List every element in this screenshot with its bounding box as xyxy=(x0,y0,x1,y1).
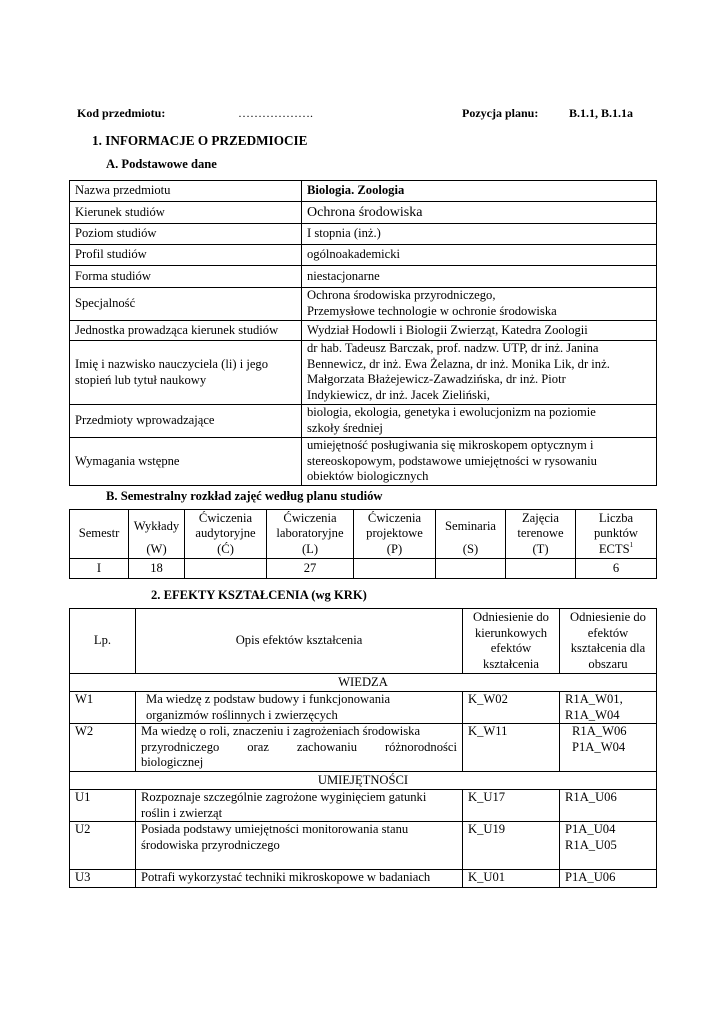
label-line: Imię i nazwisko nauczyciela (li) i jego xyxy=(75,357,269,371)
table-row xyxy=(70,288,657,321)
table-row xyxy=(70,341,657,405)
effect-lp: W1 xyxy=(70,692,136,724)
header-line: (Ć) xyxy=(217,541,234,556)
header-ects xyxy=(576,510,657,559)
effect-desc xyxy=(136,870,463,888)
obsz-line: P1A_U06 xyxy=(565,870,616,884)
obsz-line: R1A_W04 xyxy=(565,707,620,722)
section-b-title: B. Semestralny rozkład zajęć według planu studiów xyxy=(106,489,383,503)
header-semestr xyxy=(70,510,129,559)
effects-header-row xyxy=(70,609,657,674)
header-zajecia-terenowe xyxy=(506,510,576,559)
schedule-row xyxy=(70,559,657,579)
basic-value xyxy=(302,288,657,321)
header-seminaria xyxy=(436,510,506,559)
header-line: Zajęcia xyxy=(521,510,560,525)
table-row xyxy=(70,202,657,224)
header-line: projektowe xyxy=(366,526,423,541)
footnote-marker: 1 xyxy=(629,540,634,549)
table-row xyxy=(70,438,657,486)
table-row xyxy=(70,181,657,202)
effect-obsz xyxy=(560,822,657,870)
effect-obsz xyxy=(560,724,657,772)
kod-przedmiotu-label: Kod przedmiotu: xyxy=(77,106,166,120)
effect-kier: K_U17 xyxy=(463,790,560,822)
desc-line: biologicznej xyxy=(141,755,204,769)
group-row-umiejetnosci xyxy=(70,772,657,790)
basic-value: Biologia. Zoologia xyxy=(302,181,657,202)
header-cw-projektowe xyxy=(354,510,436,559)
kod-przedmiotu-value: ………………. xyxy=(238,106,313,120)
header-line: kierunkowych xyxy=(474,625,548,640)
basic-label: Jednostka prowadząca kierunek studiów xyxy=(70,321,302,341)
header-line: terenowe xyxy=(517,526,564,541)
section-a-title: A. Podstawowe dane xyxy=(106,157,217,171)
pozycja-planu-value: B.1.1, B.1.1a xyxy=(569,106,634,120)
basic-label xyxy=(70,341,302,405)
effect-obsz xyxy=(560,790,657,822)
basic-data-table xyxy=(69,180,657,486)
basic-label: Forma studiów xyxy=(70,266,302,288)
basic-label: Kierunek studiów xyxy=(70,202,302,224)
effect-kier: K_W11 xyxy=(463,724,560,772)
basic-label: Wymagania wstępne xyxy=(70,438,302,486)
basic-label: Specjalność xyxy=(70,288,302,321)
basic-value: Wydział Hodowli i Biologii Zwierząt, Katedra Zoologii xyxy=(302,321,657,341)
table-row xyxy=(70,405,657,438)
value-line: Ochrona środowiska przyrodniczego, xyxy=(307,288,496,302)
section-1-title: 1. INFORMACJE O PRZEDMIOCIE xyxy=(92,133,308,148)
basic-value xyxy=(302,341,657,405)
desc-line: Ma wiedzę z podstaw budowy i funkcjonowania xyxy=(146,692,391,706)
header-cw-audytoryjne xyxy=(185,510,267,559)
effect-lp: U3 xyxy=(70,870,136,888)
header-line: Ćwiczenia xyxy=(198,510,253,525)
value-line: biologia, ekologia, genetyka i ewolucjonizm na poziomie xyxy=(307,405,596,419)
basic-value: niestacjonarne xyxy=(302,266,657,288)
value-line: dr hab. Tadeusz Barczak, prof. nadzw. UTP, dr inż. Janina xyxy=(307,341,599,355)
effect-obsz xyxy=(560,870,657,888)
header-line: Wykłady xyxy=(133,519,180,533)
header-lp: Lp. xyxy=(70,609,136,674)
obsz-line: P1A_U04 xyxy=(565,822,616,836)
desc-text: przyrodniczego oraz zachowaniu różnorodności xyxy=(141,739,457,754)
header-line: Ćwiczenia xyxy=(283,510,337,525)
value-line: Przemysłowe technologie w ochronie środowiska xyxy=(307,303,557,318)
table-row xyxy=(70,790,657,822)
header-line: efektów xyxy=(587,625,629,640)
desc-line: Potrafi wykorzystać techniki mikroskopowe w badaniach xyxy=(141,870,431,884)
effects-table xyxy=(69,608,657,888)
header-line: Odniesienie do xyxy=(473,610,549,624)
cell-ects: 6 xyxy=(576,559,657,579)
obsz-line: R1A_U05 xyxy=(565,837,617,852)
effect-lp: U2 xyxy=(70,822,136,870)
effect-desc xyxy=(136,790,463,822)
table-row xyxy=(70,266,657,288)
table-row xyxy=(70,822,657,870)
header-line: punktów xyxy=(593,526,639,541)
cell-wyklady: 18 xyxy=(129,559,185,579)
header-opis: Opis efektów kształcenia xyxy=(136,609,463,674)
cell-semestr: I xyxy=(70,559,129,579)
group-title: UMIEJĘTNOŚCI xyxy=(70,772,657,790)
obsz-line: P1A_W04 xyxy=(572,739,626,754)
cell-cw-audytoryjne xyxy=(185,559,267,579)
value-line: szkoły średniej xyxy=(307,420,383,435)
header-line: efektów xyxy=(490,641,532,655)
basic-value xyxy=(302,438,657,486)
value-line: Bennewicz, dr inż. Ewa Żelazna, dr inż. Monika Lik, dr inż. xyxy=(307,356,610,371)
desc-line: Ma wiedzę o roli, znaczeniu i zagrożeniach środowiska xyxy=(141,724,421,738)
cell-zajecia-terenowe xyxy=(506,559,576,579)
effect-desc xyxy=(136,822,463,870)
value-line: Małgorzata Błażejewicz-Zawadzińska, dr inż. Piotr xyxy=(307,372,566,386)
obsz-line: R1A_W01, xyxy=(565,692,623,706)
schedule-table xyxy=(69,509,657,579)
table-row xyxy=(70,724,657,772)
effect-kier: K_U19 xyxy=(463,822,560,870)
desc-line: roślin i zwierząt xyxy=(141,805,223,820)
obsz-line: R1A_U06 xyxy=(565,790,617,804)
header-obszar xyxy=(560,609,657,674)
header-cw-laboratoryjne xyxy=(267,510,354,559)
table-row xyxy=(70,245,657,266)
header-line: Odniesienie do xyxy=(570,610,646,624)
ects-label: ECTS xyxy=(598,541,630,556)
basic-value: ogólnoakademicki xyxy=(302,245,657,266)
value-line: obiektów biologicznych xyxy=(307,469,429,483)
header-line: Liczba xyxy=(598,510,634,525)
label-line: stopień lub tytuł naukowy xyxy=(75,372,207,387)
desc-line: Rozpoznaje szczególnie zagrożone wyginięciem gatunki xyxy=(141,790,427,804)
desc-line xyxy=(141,740,457,756)
group-title: WIEDZA xyxy=(70,674,657,692)
effect-kier: K_U01 xyxy=(463,870,560,888)
basic-label: Przedmioty wprowadzające xyxy=(70,405,302,438)
value-line: umiejętność posługiwania się mikroskopem optycznym i xyxy=(307,438,594,452)
value-line: stereoskopowym, podstawowe umiejętności w rysowaniu xyxy=(307,453,597,468)
pozycja-planu-label: Pozycja planu: xyxy=(462,106,539,120)
header-line: (L) xyxy=(301,541,319,556)
cell-cw-laboratoryjne: 27 xyxy=(267,559,354,579)
schedule-header-row xyxy=(70,510,657,559)
effect-obsz xyxy=(560,692,657,724)
header-line: Ćwiczenia xyxy=(367,510,422,525)
desc-line: organizmów roślinnych i zwierzęcych xyxy=(146,707,338,722)
header-line: laboratoryjne xyxy=(276,526,344,541)
header-line: (P) xyxy=(386,541,403,556)
basic-label: Profil studiów xyxy=(70,245,302,266)
section-2-title: 2. EFEKTY KSZTAŁCENIA (wg KRK) xyxy=(151,588,367,602)
basic-value xyxy=(302,405,657,438)
header-line: Seminaria xyxy=(444,519,497,533)
header-line: Semestr xyxy=(78,526,120,541)
header-line: (W) xyxy=(146,541,167,556)
value-line: Indykiewicz, dr inż. Jacek Zieliński, xyxy=(307,387,490,402)
header-line: kształcenia xyxy=(483,656,539,671)
effect-kier: K_W02 xyxy=(463,692,560,724)
desc-line: Posiada podstawy umiejętności monitorowania stanu xyxy=(141,822,409,836)
effect-desc xyxy=(136,692,463,724)
table-row xyxy=(70,321,657,341)
obsz-line: R1A_W06 xyxy=(572,724,627,738)
desc-line: środowiska przyrodniczego xyxy=(141,837,280,852)
header-line: (S) xyxy=(462,541,479,556)
header-line: audytoryjne xyxy=(195,526,256,541)
header-line xyxy=(576,542,656,558)
header-line: kształcenia dla xyxy=(570,641,646,655)
basic-label: Poziom studiów xyxy=(70,224,302,245)
header-wyklady xyxy=(129,510,185,559)
basic-value: I stopnia (inż.) xyxy=(302,224,657,245)
basic-label: Nazwa przedmiotu xyxy=(70,181,302,202)
cell-cw-projektowe xyxy=(354,559,436,579)
effect-desc xyxy=(136,724,463,772)
effect-lp: U1 xyxy=(70,790,136,822)
header-line: obszaru xyxy=(588,656,628,671)
table-row xyxy=(70,224,657,245)
header-kierunkowe xyxy=(463,609,560,674)
effect-lp: W2 xyxy=(70,724,136,772)
table-row xyxy=(70,692,657,724)
cell-seminaria xyxy=(436,559,506,579)
group-row-wiedza xyxy=(70,674,657,692)
table-row xyxy=(70,870,657,888)
header-line: (T) xyxy=(532,541,549,556)
basic-value: Ochrona środowiska xyxy=(302,202,657,224)
